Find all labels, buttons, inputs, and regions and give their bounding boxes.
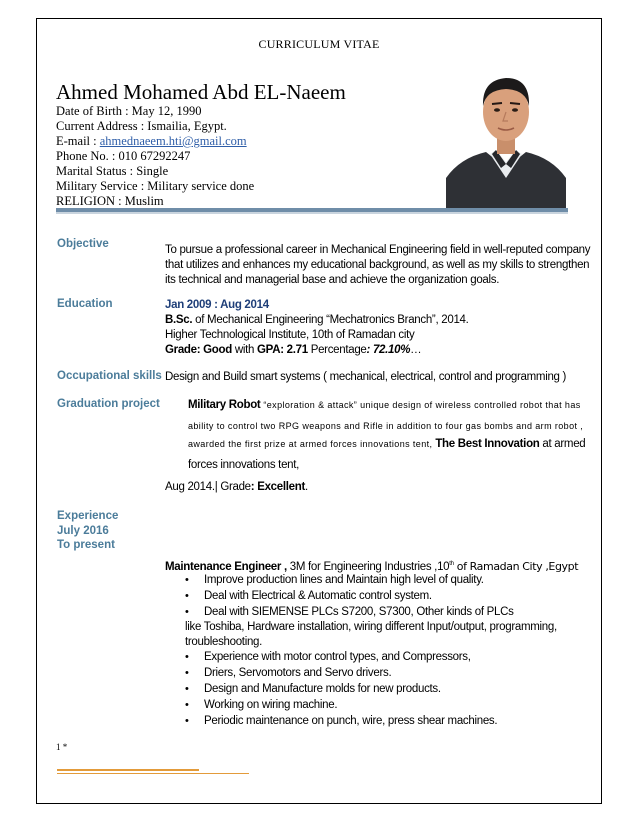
- project-date: Aug 2014.| Grade: [165, 481, 251, 493]
- email-line: [56, 134, 247, 149]
- list-item: [185, 683, 441, 695]
- objective-line: its technical and managerial base and achieve the organization goals.: [165, 274, 500, 286]
- bullet-icon: •: [185, 715, 189, 727]
- job-title-line: [165, 557, 578, 575]
- job-company: 3M for Engineering Industries ,10: [286, 560, 450, 573]
- percentage-value: : 72.10%: [366, 344, 411, 356]
- list-item: [185, 715, 497, 727]
- grade-with: with: [231, 344, 258, 356]
- list-item: [185, 606, 514, 618]
- project-date-grade: [165, 480, 308, 495]
- project-line: forces innovations tent,: [188, 459, 300, 471]
- objective-label: Objective: [57, 238, 109, 250]
- education-dates: Jan 2009 : Aug 2014: [165, 299, 269, 311]
- degree-name: B.Sc.: [165, 314, 193, 326]
- skills-label: Occupational skills: [57, 370, 162, 382]
- list-item-text: Experience with motor control types, and Compressors,: [204, 651, 471, 663]
- bullet-icon: •: [185, 590, 189, 602]
- percentage-tail: …: [410, 344, 422, 356]
- list-item-text: Working on wiring machine.: [204, 699, 338, 711]
- bullet-icon: •: [185, 574, 189, 586]
- section-divider-shadow: [56, 212, 568, 214]
- list-item-text: Periodic maintenance on punch, wire, press shear machines.: [204, 715, 498, 727]
- bullet-icon: •: [185, 651, 189, 663]
- job-location: of Ramadan City ,Egypt: [453, 559, 579, 573]
- page-number: 1 *: [56, 742, 68, 752]
- experience-end: To present: [57, 539, 115, 551]
- list-item-text: Improve production lines and Maintain high level of quality.: [204, 574, 484, 586]
- gpa-value: GPA: 2.71: [257, 344, 308, 356]
- percentage-label: Percentage: [307, 344, 367, 356]
- bullet-icon: •: [185, 667, 189, 679]
- current-address: Current Address : Ismailia, Egypt.: [56, 119, 227, 133]
- list-continuation: like Toshiba, Hardware installation, wiring different Input/output, programming,: [185, 621, 557, 633]
- education-label: Education: [57, 298, 113, 310]
- military-service: Military Service : Military service done: [56, 179, 255, 193]
- bullet-icon: •: [185, 606, 189, 618]
- project-award-tail: at armed: [539, 438, 586, 450]
- degree-detail: of Mechanical Engineering “Mechatronics Branch”, 2014.: [192, 314, 469, 326]
- project-title: Military Robot: [188, 399, 261, 411]
- project-grade: : Excellent: [250, 481, 306, 493]
- list-item-text: Deal with SIEMENSE PLCs S7200, S7300, Other kinds of PLCs: [204, 606, 514, 618]
- bullet-icon: •: [185, 699, 189, 711]
- project-description: “exploration & attack” unique design of wireless controlled robot that has: [260, 400, 581, 410]
- project-label: Graduation project: [57, 398, 160, 410]
- experience-label: Experience: [57, 510, 119, 522]
- list-item: [185, 651, 471, 663]
- candidate-name: Ahmed Mohamed Abd EL-Naeem: [56, 80, 346, 104]
- job-title: Maintenance Engineer ,: [165, 560, 287, 573]
- phone-number: Phone No. : 010 67292247: [56, 149, 191, 163]
- objective-line: that utilizes and enhances my educational background, as well as my skills to strengthen: [165, 259, 590, 271]
- project-award: awarded the first prize at armed forces innovations tent,: [188, 439, 433, 449]
- education-degree: [165, 313, 469, 328]
- job-ordinal: th: [449, 561, 454, 567]
- list-item: [185, 590, 432, 602]
- objective-line: To pursue a professional career in Mechanical Engineering field in well-reputed company: [165, 244, 591, 256]
- date-of-birth: Date of Birth : May 12, 1990: [56, 104, 202, 118]
- email-label: E-mail :: [56, 134, 100, 148]
- project-line: [188, 398, 581, 413]
- profile-photo: [446, 50, 566, 210]
- list-item-text: Driers, Servomotors and Servo drivers.: [204, 667, 392, 679]
- education-grade: [165, 343, 421, 358]
- project-line: ability to control two RPG weapons and Rifle in addition to four gas bombs and arm robot ,: [188, 421, 584, 431]
- footer-rule-thin: [57, 773, 249, 774]
- list-item: [185, 699, 337, 711]
- list-continuation: troubleshooting.: [185, 636, 263, 648]
- list-item-text: Deal with Electrical & Automatic control system.: [204, 590, 432, 602]
- list-item-text: Design and Manufacture molds for new products.: [204, 683, 441, 695]
- marital-status: Marital Status : Single: [56, 164, 169, 178]
- project-award-title: The Best Innovation: [432, 438, 540, 450]
- education-institute: Higher Technological Institute, 10th of Ramadan city: [165, 329, 415, 341]
- list-item: [185, 667, 391, 679]
- email-link[interactable]: ahmednaeem.hti@gmail.com: [99, 134, 247, 148]
- grade-label: Grade: Good: [165, 344, 232, 356]
- skills-text: Design and Build smart systems ( mechanical, electrical, control and programming ): [165, 371, 567, 383]
- document-title: CURRICULUM VITAE: [258, 37, 380, 51]
- footer-rule: [57, 769, 199, 771]
- religion: RELIGION : Muslim: [56, 194, 164, 208]
- project-line: [188, 437, 585, 452]
- project-date-tail: .: [305, 481, 308, 493]
- bullet-icon: •: [185, 683, 189, 695]
- list-item: [185, 574, 484, 586]
- experience-start: July 2016: [57, 525, 109, 537]
